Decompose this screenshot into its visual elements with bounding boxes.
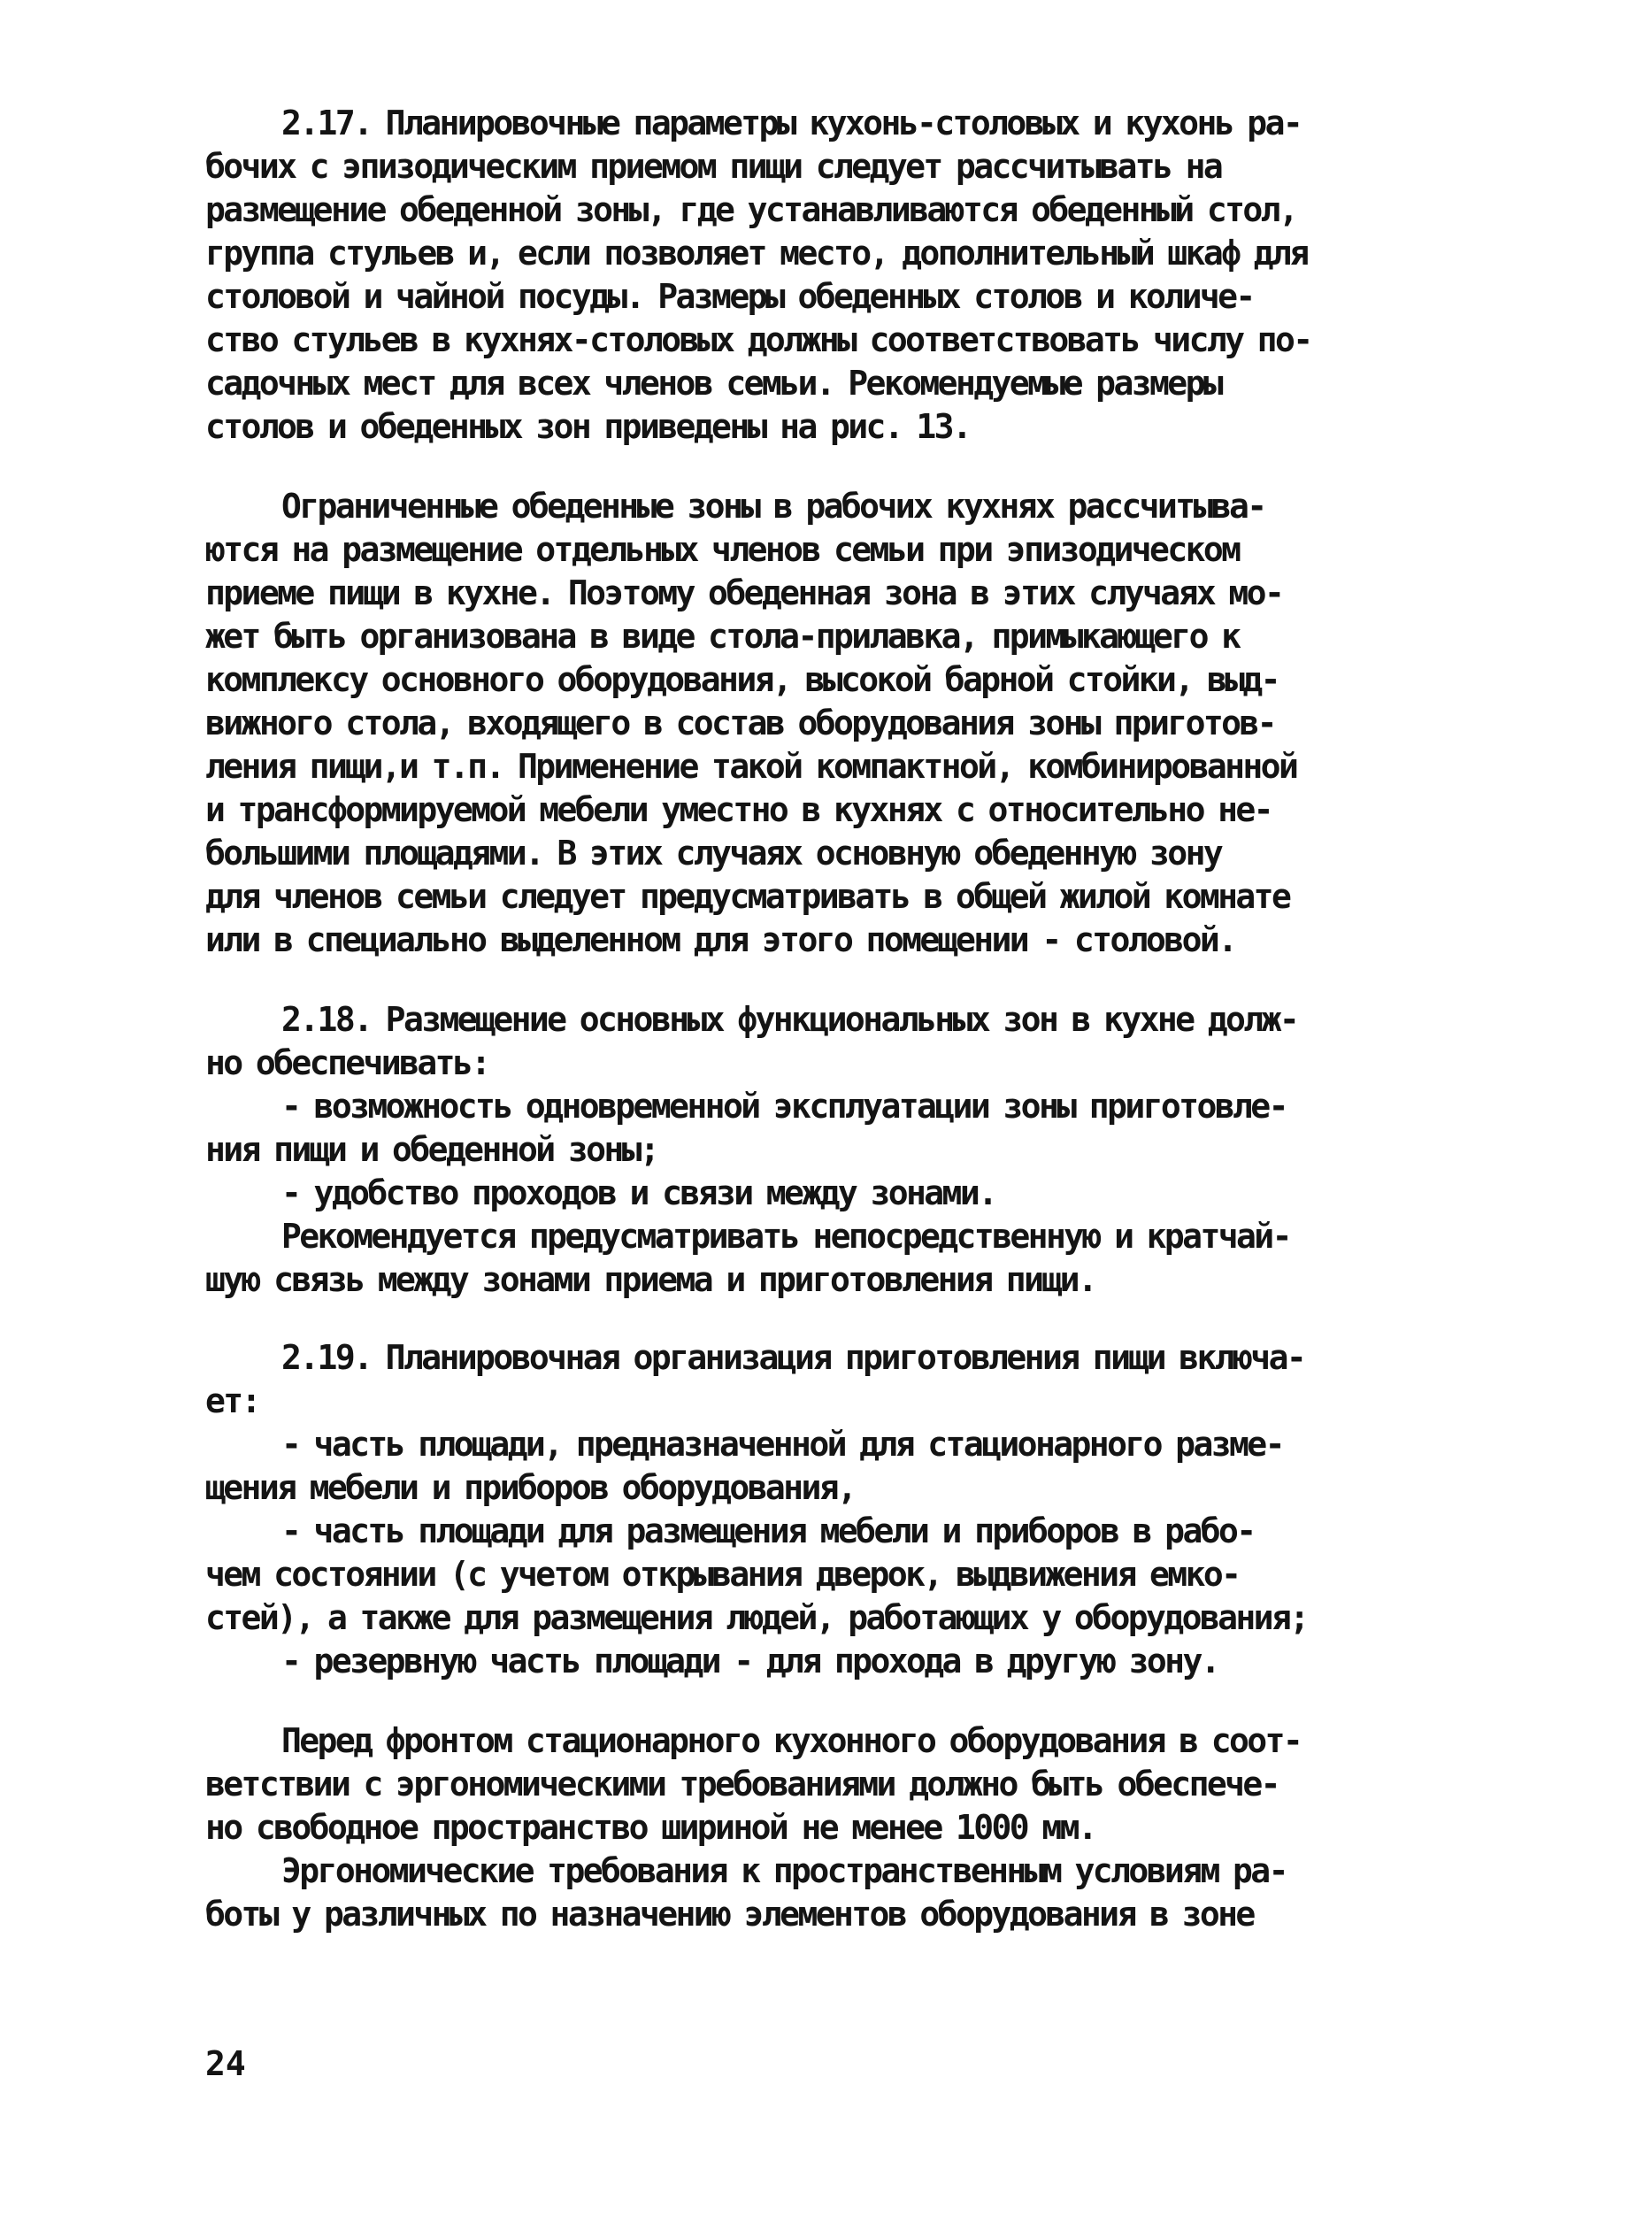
text-line: Ограниченные обеденные зоны в рабочих кухнях рассчитыва- xyxy=(281,487,1265,526)
text-line: жет быть организована в виде стола-прилавка, примыкающего к xyxy=(205,617,1240,656)
text-line: столовой и чайной посуды. Размеры обеденных столов и количе- xyxy=(205,277,1254,316)
text-line: но обеспечивать: xyxy=(205,1043,489,1082)
text-line: и трансформируемой мебели уместно в кухнях с относительно не- xyxy=(205,790,1272,829)
text-line: - удобство проходов и связи между зонами. xyxy=(281,1173,996,1212)
text-line: - резервную часть площади - для прохода в другую зону. xyxy=(281,1642,1219,1680)
text-line: или в специально выделенном для этого помещении - столовой. xyxy=(205,920,1236,959)
text-line: группа стульев и, если позволяет место, дополнительный шкаф для xyxy=(205,234,1308,273)
text-line: - часть площади для размещения мебели и приборов в рабо- xyxy=(281,1511,1255,1550)
text-line: Перед фронтом стационарного кухонного оборудования в соот- xyxy=(281,1721,1302,1760)
text-line: 2.19. Планировочная организация приготовления пищи включа- xyxy=(281,1338,1305,1377)
text-line: для членов семьи следует предусматривать в общей жилой комнате xyxy=(205,877,1290,916)
text-line: - часть площади, предназначенной для стационарного разме- xyxy=(281,1425,1283,1464)
text-line: ния пищи и обеденной зоны; xyxy=(205,1130,658,1169)
text-line: садочных мест для всех членов семьи. Рекомендуемые размеры xyxy=(205,364,1222,403)
text-line: приеме пищи в кухне. Поэтому обеденная зона в этих случаях мо- xyxy=(205,573,1283,612)
text-line: вижного стола, входящего в состав оборудования зоны приготов- xyxy=(205,704,1275,742)
text-line: 2.17. Планировочные параметры кухонь-столовых и кухонь ра- xyxy=(281,104,1302,142)
text-line: стей), а также для размещения людей, работающих у оборудования; xyxy=(205,1598,1308,1637)
text-line: ет: xyxy=(205,1381,259,1420)
text-line: 2.18. Размещение основных функциональных зон в кухне долж- xyxy=(281,1000,1298,1039)
text-line: большими площадями. В этих случаях основную обеденную зону xyxy=(205,834,1222,873)
text-line: боты у различных по назначению элементов оборудования в зоне xyxy=(205,1895,1254,1934)
text-line: ветствии с эргономическими требованиями должно быть обеспече- xyxy=(205,1765,1279,1804)
text-line: чем состоянии (с учетом открывания дверок, выдвижения емко- xyxy=(205,1555,1240,1594)
text-line: ются на размещение отдельных членов семьи при эпизодическом xyxy=(205,530,1240,569)
text-line: щения мебели и приборов оборудования, xyxy=(205,1468,856,1507)
text-line: Эргономические требования к пространственным условиям ра- xyxy=(281,1851,1287,1890)
text-line: шую связь между зонами приема и приготовления пищи. xyxy=(205,1260,1096,1299)
page-number: 24 xyxy=(205,2044,246,2083)
text-line: - возможность одновременной эксплуатации зоны приготовле- xyxy=(281,1087,1287,1126)
text-line: но свободное пространство шириной не менее 1000 мм. xyxy=(205,1808,1096,1847)
text-line: столов и обеденных зон приведены на рис. 13. xyxy=(205,407,971,446)
text-line: ления пищи,и т.п. Применение такой компактной, комбинированной xyxy=(205,747,1297,786)
text-line: размещение обеденной зоны, где устанавливаются обеденный стол, xyxy=(205,190,1297,229)
text-line: комплексу основного оборудования, высокой барной стойки, выд- xyxy=(205,660,1279,699)
text-line: бочих с эпизодическим приемом пищи следует рассчитывать на xyxy=(205,147,1222,186)
text-line: ство стульев в кухнях-столовых должны соответствовать числу по- xyxy=(205,320,1311,359)
text-line: Рекомендуется предусматривать непосредственную и кратчай- xyxy=(281,1217,1290,1256)
